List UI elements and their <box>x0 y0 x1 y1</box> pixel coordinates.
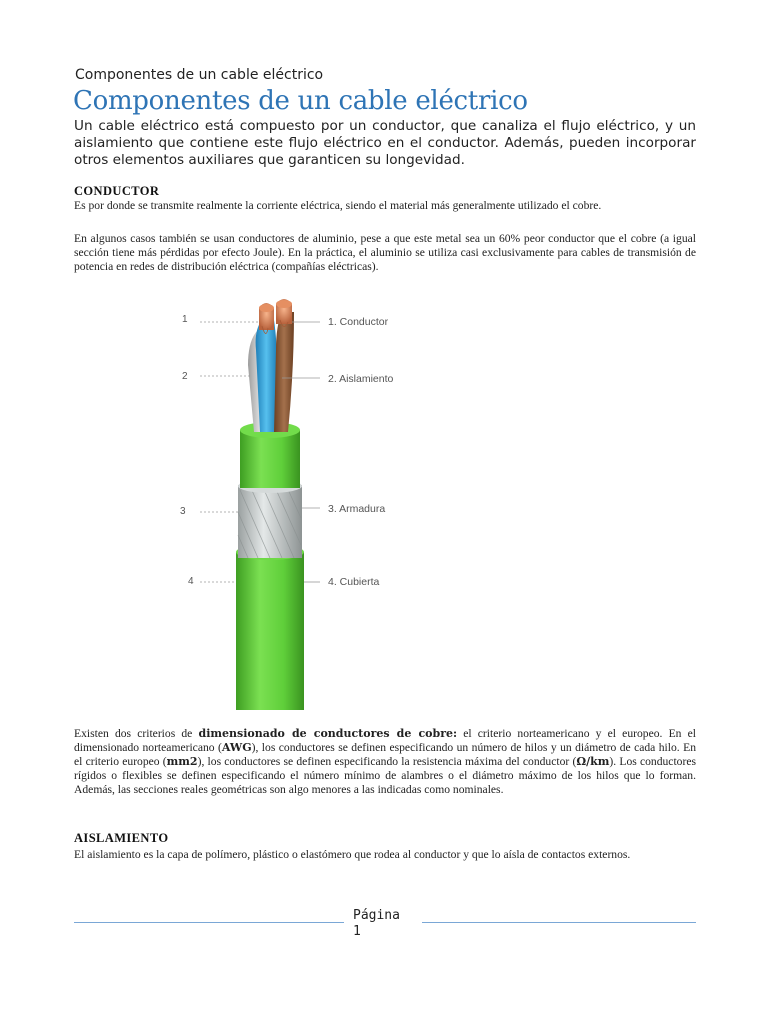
dimension-text-1: Existen dos criterios de <box>74 727 199 740</box>
dimension-text-4: ), los conductores se definen especificando la resistencia máxima del conductor ( <box>197 755 577 768</box>
label-cubierta: 4. Cubierta <box>328 576 380 588</box>
dimension-bold-ohm-km: Ω/km <box>576 755 610 768</box>
footer-rule-left <box>74 922 344 923</box>
footer-rule-right <box>422 922 696 923</box>
label-number-4: 4 <box>188 576 194 587</box>
dimension-text-5: ). Los conductores rígidos o flexibles se definen especificando el número mínimo de alambres o el diámetro máximo de los hilos que lo forman. Además, las secciones reales geométricas son algo menores a las indicadas como nominales. <box>74 755 696 796</box>
dimension-bold-mm2: mm2 <box>166 755 198 768</box>
label-aislamiento: 2. Aislamiento <box>328 373 394 385</box>
intro-paragraph: Un cable eléctrico está compuesto por un conductor, que canaliza el flujo eléctrico, y un aislamiento que contiene este flujo eléctrico en el conductor. Además, pueden incorporar otros elementos auxiliares que garanticen su longevidad. <box>74 118 696 168</box>
brown-wire <box>274 312 294 432</box>
label-number-1: 1 <box>182 314 188 325</box>
armour <box>238 485 302 558</box>
conductor-paragraph-1: Es por donde se transmite realmente la corriente eléctrica, siendo el material más generalmente utilizado el cobre. <box>74 199 602 212</box>
running-header: Componentes de un cable eléctrico <box>75 67 324 83</box>
page-label: Página <box>353 908 400 923</box>
label-conductor: 1. Conductor <box>328 316 389 328</box>
conductor-paragraph-2: En algunos casos también se usan conductores de aluminio, pese a que este metal sea un 60% peor conductor que el cobre (a igual sección tiene más pérdidas por efecto Joule). En la práctica, el aluminio se utiliza casi exclusivamente para cables de transmisión de potencia en redes de distribución eléctrica (compañías eléctricas). <box>74 232 696 273</box>
cable-diagram <box>170 290 410 710</box>
label-armadura: 3. Armadura <box>328 503 386 515</box>
page-number-value: 1 <box>353 924 361 939</box>
document-title: Componentes de un cable eléctrico <box>73 86 528 116</box>
dimension-text-3: ), los conductores se definen especificando un número de hilos y un diámetro de cada hilo. En el criterio europeo ( <box>74 741 697 768</box>
page-number <box>353 908 413 940</box>
dimension-bold-awg: AWG <box>221 741 252 754</box>
aislamiento-paragraph: El aislamiento es la capa de polímero, plástico o elastómero que rodea al conductor y que lo aísla de contactos externos. <box>74 848 631 861</box>
dimension-text-2: el criterio norteamericano y el europeo. En el dimensionado norteamericano ( <box>74 727 697 754</box>
label-number-2: 2 <box>182 371 188 382</box>
jacket-lower <box>236 552 304 710</box>
label-number-3: 3 <box>180 506 186 517</box>
aislamiento-heading: AISLAMIENTO <box>74 831 169 845</box>
conductor-heading: CONDUCTOR <box>74 184 160 198</box>
dimension-paragraph <box>74 727 696 797</box>
dimension-bold-1: dimensionado de conductores de cobre: <box>198 727 458 740</box>
inner-sheath <box>240 430 300 488</box>
